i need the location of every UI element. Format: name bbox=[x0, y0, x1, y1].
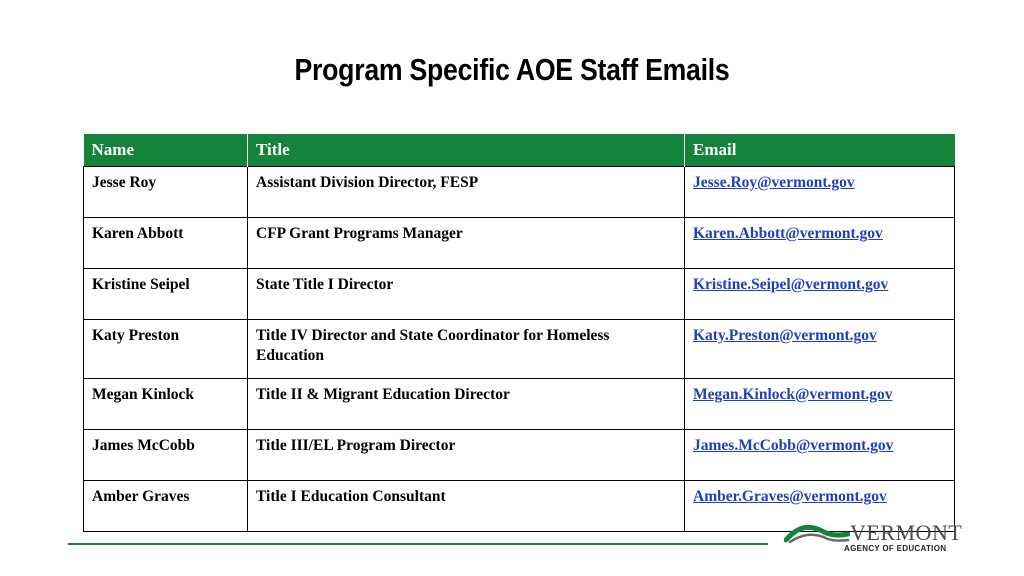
email-link[interactable]: Katy.Preston@vermont.gov bbox=[693, 326, 877, 344]
table-row bbox=[84, 429, 955, 480]
email-link[interactable]: Kristine.Seipel@vermont.gov bbox=[693, 275, 889, 293]
column-header-name: Name bbox=[84, 134, 248, 166]
cell-title: Title II & Migrant Education Director bbox=[248, 378, 685, 429]
column-header-title: Title bbox=[248, 134, 685, 166]
footer-divider bbox=[68, 543, 768, 545]
email-link[interactable]: James.McCobb@vermont.gov bbox=[693, 436, 894, 454]
table-header-row bbox=[84, 134, 955, 166]
mountain-logo-icon bbox=[784, 520, 850, 546]
table-row bbox=[84, 166, 955, 217]
page-title: Program Specific AOE Staff Emails bbox=[294, 52, 730, 87]
email-link[interactable]: Megan.Kinlock@vermont.gov bbox=[693, 385, 893, 403]
column-header-email: Email bbox=[685, 134, 955, 166]
table-row bbox=[84, 319, 955, 378]
cell-email bbox=[685, 378, 955, 429]
email-link[interactable]: Amber.Graves@vermont.gov bbox=[693, 487, 887, 505]
table-row bbox=[84, 378, 955, 429]
vermont-aoe-logo bbox=[784, 520, 964, 558]
email-link[interactable]: Karen.Abbott@vermont.gov bbox=[693, 224, 883, 242]
cell-title: Assistant Division Director, FESP bbox=[248, 166, 685, 217]
logo-subtitle: AGENCY OF EDUCATION bbox=[844, 544, 947, 553]
cell-email bbox=[685, 217, 955, 268]
logo-wordmark: VERMONT bbox=[850, 520, 963, 545]
cell-name: Amber Graves bbox=[84, 480, 248, 531]
cell-email bbox=[685, 268, 955, 319]
cell-title: Title I Education Consultant bbox=[248, 480, 685, 531]
staff-email-table bbox=[83, 134, 955, 532]
email-link[interactable]: Jesse.Roy@vermont.gov bbox=[693, 173, 855, 191]
cell-title: Title III/EL Program Director bbox=[248, 429, 685, 480]
cell-title: Title IV Director and State Coordinator for Homeless Education bbox=[248, 319, 685, 378]
cell-name: Karen Abbott bbox=[84, 217, 248, 268]
cell-name: James McCobb bbox=[84, 429, 248, 480]
table-row bbox=[84, 217, 955, 268]
table-row bbox=[84, 268, 955, 319]
cell-email bbox=[685, 166, 955, 217]
cell-email bbox=[685, 319, 955, 378]
cell-title: State Title I Director bbox=[248, 268, 685, 319]
cell-title: CFP Grant Programs Manager bbox=[248, 217, 685, 268]
cell-name: Jesse Roy bbox=[84, 166, 248, 217]
cell-name: Katy Preston bbox=[84, 319, 248, 378]
cell-name: Kristine Seipel bbox=[84, 268, 248, 319]
cell-name: Megan Kinlock bbox=[84, 378, 248, 429]
cell-email bbox=[685, 429, 955, 480]
